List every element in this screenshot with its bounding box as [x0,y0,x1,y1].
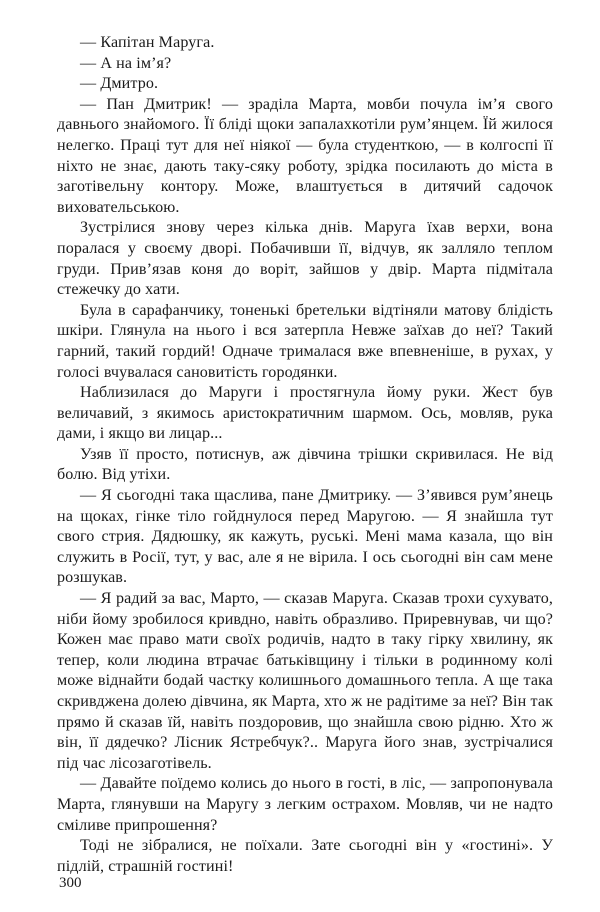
paragraph-1: — Капітан Маруга. [80,34,215,51]
paragraph-4: — Пан Дмитрик! — зраділа Марта, мовби почула ім’я свого давнього знайомого. Її бліді щоки запалахкотіли рум’янцем. Їй жилося нелегко. Праці тут для неї ніякої — була студенткою, — в колгоспі її ніхто не знає, дають таку-сяку роботу, зрідка посилають до міста в заготівельну контору. Може, влаштується в дитячий садочок виховательською. [57,95,553,216]
paragraph-11: — Давайте поїдемо колись до нього в гості, в ліс, — запропонувала Марта, глянувши на Маругу з легким острахом. Мовляв, чи не надто сміливе припрошення? [57,775,553,834]
paragraph-2: — А на ім’я? [80,54,172,72]
body-text [57,33,553,877]
paragraph-3: — Дмитро. [80,75,159,93]
paragraph-5: Зустрілися знову через кілька днів. Маруга їхав верхи, вона поралася у своєму дворі. Побачивши її, відчув, як залляло теплом груди. Прив’язав коня до воріт, зайшов у двір. Марта підмітала стежечку до хати. [57,219,553,299]
page-number: 300 [59,875,82,891]
paragraph-9: — Я сьогодні така щаслива, пане Дмитрику. — З’явився рум’янець на щоках, гінке тіло гойднулося перед Маругою. — Я знайшла тут свого стрия. Дядюшку, як кажуть, руські. Мені мама казала, що він служить в Росії, тут, у вас, але я не вірила. І ось сьогодні він сам мене розшукав. [57,487,553,587]
paragraph-6: Була в сарафанчику, тоненькі бретельки відтіняли матову блідість шкіри. Глянула на нього і вся затерпла Невже заїхав до неї? Такий гарний, такий гордий! Одначе трималася вже впевненіше, в рухах, у голосі вчувалася сановитість городянки. [57,301,553,381]
paragraph-12: Тоді не зібралися, не поїхали. Зате сьогодні він у «гостині». У підлій, страшній гостині! [57,837,553,875]
paragraph-8: Узяв її просто, потиснув, аж дівчина трішки скривилася. Не від болю. Від утіхи. [57,445,553,484]
paragraph-7: Наблизилася до Маруги і простягнула йому руки. Жест був величавий, з якимось аристократичним шармом. Ось, мовляв, рука дами, і якщо ви лицар... [57,384,553,443]
paragraph-10: — Я радий за вас, Марто, — сказав Маруга. Сказав трохи сухувато, ніби йому зробилося кривдно, навіть образливо. Приревнував, чи що? Кожен має право мати своїх родичів, надто в таку гірку хвилину, як тепер, коли людина втрачає батьківщину і тільки в родинному колі може віднайти бодай частку колишнього домашнього тепла. А ще така скривджена долею дівчина, як Марта, хто ж не радітиме за неї? Він так прямо й сказав їй, навіть поздоровив, що знайшла свою рідню. Хто ж він, її дядечко? Лісник Ястребчук?.. Маруга його знав, зустрічалися під час лісозаготівель. [57,590,553,772]
